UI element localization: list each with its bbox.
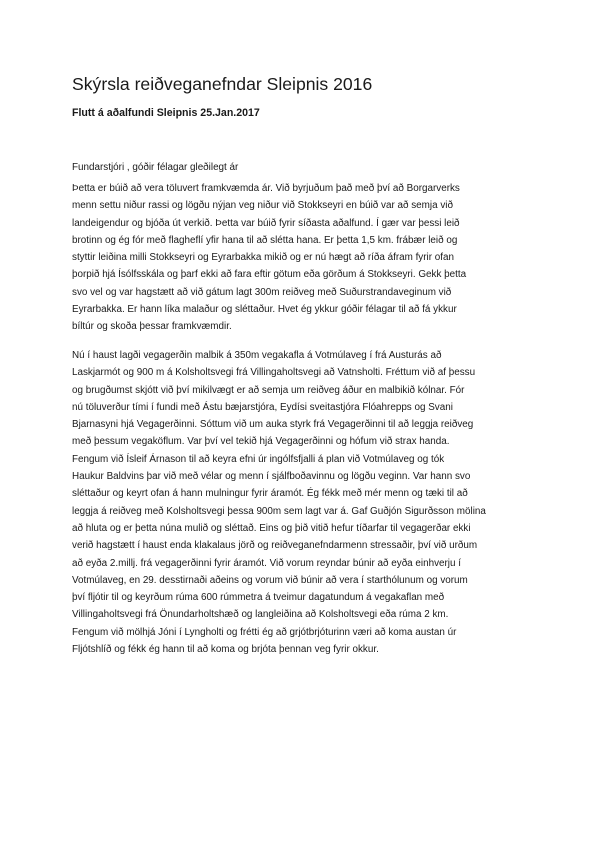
text-line: og brugðumst skjótt við því mikilvægt er að semja um reiðveg áður en malbikið kólnar. Fór [72, 384, 465, 396]
text-line: Laskjarmót og 900 m á Kolsholtsvegi frá Villingaholtsvegi að Vatnsholti. Fréttum við af þessu [72, 367, 476, 379]
salutation: Fundarstjóri , góðir félagar gleðilegt ár [72, 162, 239, 173]
text-line: með þessum vegaköflum. Var því vel tekið hjá Vegagerðinni og hófum við strax handa. [72, 436, 450, 448]
paragraph-1 [72, 180, 527, 336]
text-line: Eyrarbakka. Er hann líka malaður og sléttaður. Hvet ég ykkur góðir félagar til að fá ykkur [72, 304, 457, 316]
text-line: verið hagstætt í haust enda klakalaus jörð og reiðveganefndarmenn stressaðir, því við urðum [72, 540, 478, 552]
text-line: Haukur Baldvins þar við með vélar og menn í sjálfboðavinnu og lögðu veginn. Var hann svo [72, 471, 471, 483]
text-line: styttir leiðina milli Stokkseyri og Eyrarbakka mikið og er nú hægt að ríða áfram fyrir ofan [72, 252, 454, 264]
text-line: Bjarnasyni hjá Vegagerðinni. Sóttum við um auka styrk frá Vegagerðinni til að leggja reiðveg [72, 419, 474, 431]
text-line: nú töluverður tími í fundi með Ástu bæjarstjóra, Eydísi sveitastjóra Flóahrepps og Svani [72, 401, 453, 413]
text-line: Þetta er búið að vera töluvert framkvæmda ár. Við byrjuðum það með því að Borgarverks [72, 183, 460, 194]
text-line: brotinn og ég fór með flagheflí yfir hana til að slétta hana. Er þetta 1,5 km. frábær leið og [72, 234, 458, 246]
text-line: sléttaður og keyrt ofan á hann mulningur fyrir áramót. Ég fékk með mér menn og tæki til að [72, 488, 468, 500]
text-line: Villingaholtsvegi frá Önundarholtshæð og langleiðina að Kolsholtsvegi eða rúma 2 km. [72, 609, 449, 621]
text-line: Votmúlaveg, en 29. desstirnaði aðeins og vorum við búnir að vera í starthólunum og vorum [72, 574, 468, 586]
text-line: Fengum við Ísleif Árnason til að keyra efni úr ingólfsfjalli á plan við Votmúlaveg og tók [72, 453, 445, 465]
text-line: leggja á reiðveg með Kolsholtsvegi þessa 900m sem lagt var á. Gaf Guðjón Sigurðsson mölina [72, 505, 486, 517]
text-line: að hluta og er þetta núna mulið og sléttað. Eins og þið vitið hefur tíðarfar til vegagerðar ekki [72, 522, 471, 534]
text-line: Fljótshlíð og fékk ég hann til að koma og brjóta þennan veg fyrir okkur. [72, 644, 379, 656]
document-title: Skýrsla reiðveganefndar Sleipnis 2016 [72, 74, 373, 94]
paragraph-2 [72, 347, 527, 658]
text-line: svo vel og var hagstætt að við gátum lagt 300m reiðveg með Suðurstrandaveginum við [72, 286, 452, 298]
text-line: menn settu niður rassi og lögðu nýjan veg niður við Stokkseyri en búið var að semja við [72, 200, 453, 212]
text-line: því fljótir til og keyrðum rúma 600 rúmmetra á tveimur dagatundum á vegakaflan með [72, 592, 445, 604]
text-line: að eyða 2.millj. frá vegagerðinni fyrir áramót. Við vorum reyndar búnir að eyða einhverju í [72, 557, 461, 569]
text-line: landeigendur og bjóða út verkið. Þetta var búið fyrir síðasta aðalfund. Í gær var þessi leið [72, 217, 460, 229]
text-line: Fengum við mölhjá Jóni í Lyngholti og frétti ég að grjótbrjóturinn væri að koma austan úr [72, 626, 457, 638]
text-line: bíltúr og skoða þessar framkvæmdir. [72, 321, 232, 333]
text-line: þorpið hjá Ísólfsskála og þarf ekki að fara eftir götum eða görðum á Stokkseyri. Gekk þetta [72, 269, 467, 281]
text-line: Nú í haust lagði vegagerðin malbik á 350m vegakafla á Votmúlaveg í frá Austurás að [72, 350, 442, 361]
document-subtitle: Flutt á aðalfundi Sleipnis 25.Jan.2017 [72, 107, 260, 119]
